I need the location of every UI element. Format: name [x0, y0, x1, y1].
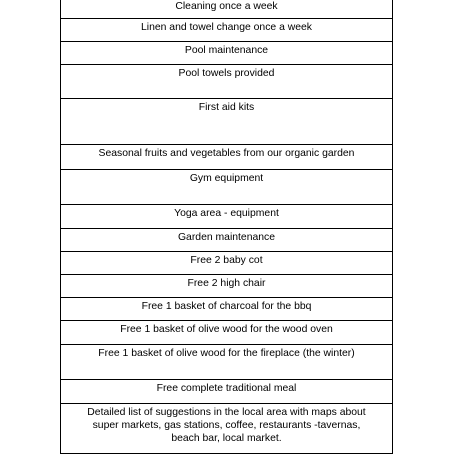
- local-suggestions-line-1: Detailed list of suggestions in the local area with maps about: [87, 407, 366, 418]
- amenity-high-chair: Free 2 high chair: [61, 275, 393, 298]
- local-suggestions-line-2: super markets, gas stations, coffee, restaurants -tavernas,: [92, 420, 361, 431]
- amenity-pool-maintenance: Pool maintenance: [61, 42, 393, 65]
- amenity-linen-towel-change: Linen and towel change once a week: [61, 19, 393, 42]
- amenity-first-aid-kits: First aid kits: [61, 99, 393, 145]
- amenity-traditional-meal: Free complete traditional meal: [61, 380, 393, 404]
- local-suggestions: [61, 404, 393, 454]
- amenity-cleaning: Cleaning once a week: [61, 0, 393, 19]
- amenity-seasonal-produce: Seasonal fruits and vegetables from our organic garden: [61, 145, 393, 170]
- amenity-pool-towels: Pool towels provided: [61, 65, 393, 99]
- local-suggestions-line-3: beach bar, local market.: [171, 433, 282, 444]
- amenity-charcoal-basket: Free 1 basket of charcoal for the bbq: [61, 298, 393, 321]
- amenity-olive-wood-fireplace: Free 1 basket of olive wood for the fireplace (the winter): [61, 345, 393, 380]
- amenity-gym-equipment: Gym equipment: [61, 170, 393, 205]
- amenity-baby-cot: Free 2 baby cot: [61, 252, 393, 275]
- amenities-table: [60, 0, 393, 454]
- amenity-yoga-area: Yoga area - equipment: [61, 205, 393, 229]
- amenity-olive-wood-oven: Free 1 basket of olive wood for the wood oven: [61, 321, 393, 345]
- amenity-garden-maintenance: Garden maintenance: [61, 229, 393, 252]
